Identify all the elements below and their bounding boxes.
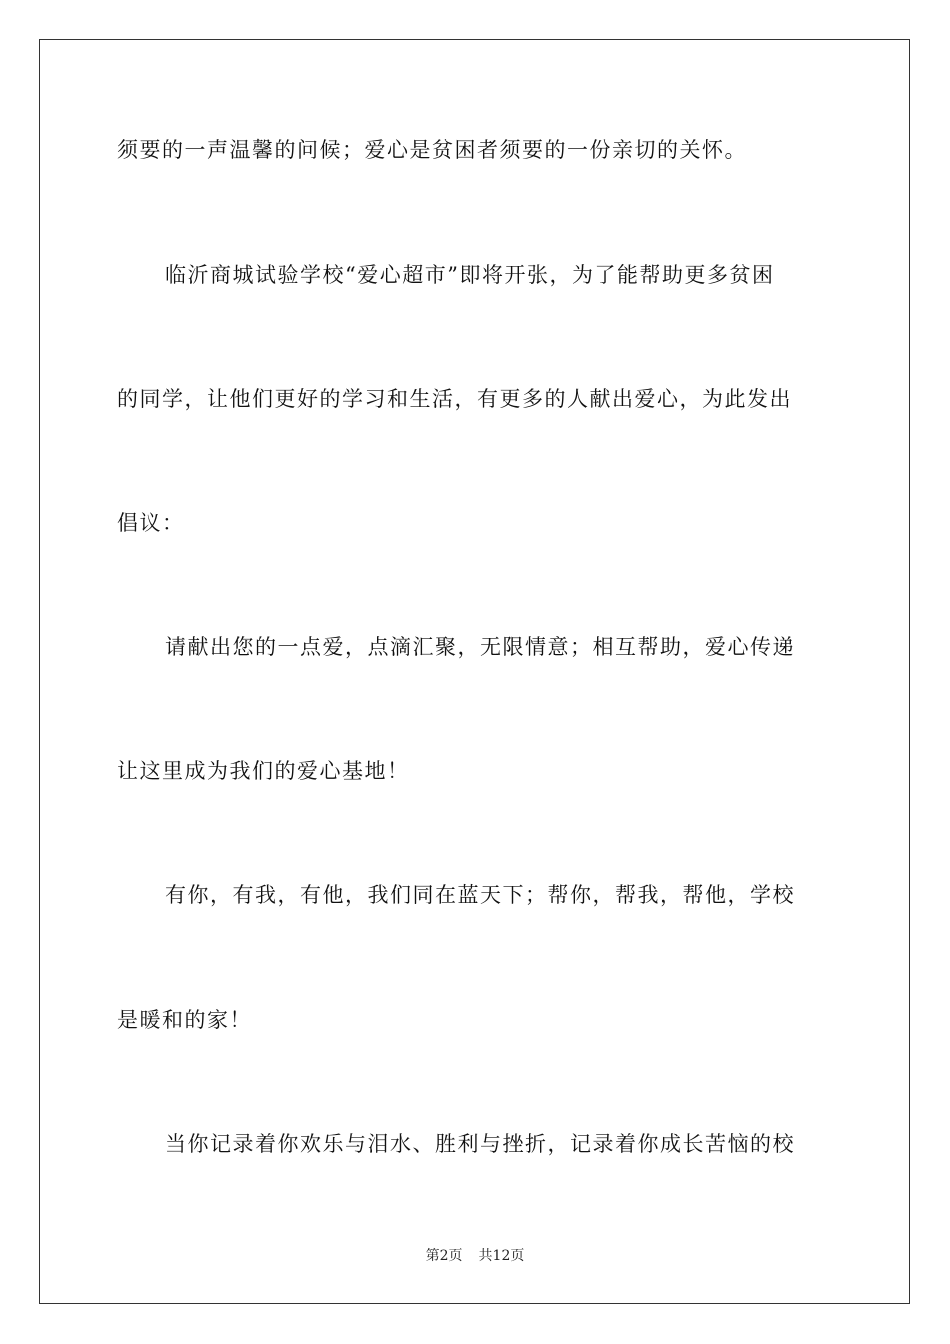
body-line-5: 请献出您的一点爱，点滴汇聚，无限情意；相互帮助，爱心传递 <box>165 635 795 659</box>
body-line-2: 临沂商城试验学校“爱心超市”即将开张，为了能帮助更多贫困 <box>165 263 775 287</box>
page-border <box>39 39 910 1304</box>
body-line-3: 的同学，让他们更好的学习和生活，有更多的人献出爱心，为此发出 <box>117 387 792 411</box>
body-line-8: 是暖和的家！ <box>117 1008 252 1032</box>
page-number: 第2页 <box>425 1248 463 1264</box>
body-line-6: 让这里成为我们的爱心基地！ <box>117 759 410 783</box>
page-total: 共12页 <box>478 1248 525 1264</box>
body-line-9: 当你记录着你欢乐与泪水、胜利与挫折，记录着你成长苦恼的校 <box>165 1132 795 1156</box>
body-line-7: 有你，有我，有他，我们同在蓝天下；帮你，帮我，帮他，学校 <box>165 883 795 907</box>
body-line-4: 倡议： <box>117 511 185 535</box>
body-line-1: 须要的一声温馨的问候；爱心是贫困者须要的一份亲切的关怀。 <box>117 138 747 162</box>
page-footer <box>0 1247 950 1265</box>
